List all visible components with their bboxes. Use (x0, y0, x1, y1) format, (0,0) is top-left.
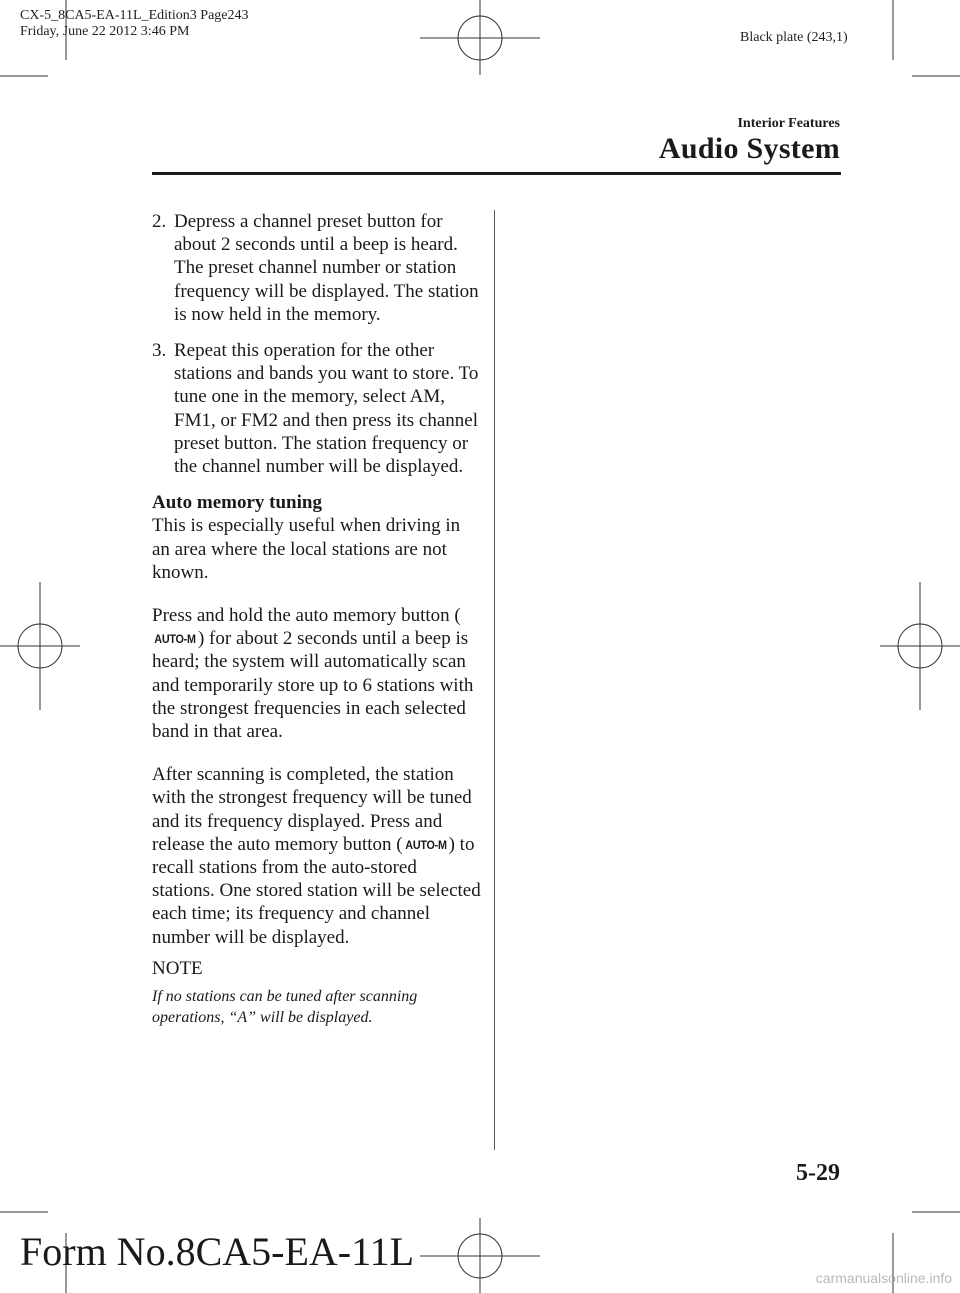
paragraph-text: ) for about 2 seconds until a beep is heard; the system will automatically scan and temporarily store up to 6 stations with the strongest frequencies in each selected band in that area. (152, 628, 474, 743)
paragraph (152, 763, 482, 949)
note-text: If no stations can be tuned after scanning operations, “A” will be displayed. (152, 988, 418, 1027)
plate-label: Black plate (243,1) (740, 30, 848, 45)
step-number: 3. (152, 340, 167, 362)
step-3 (152, 339, 482, 478)
title-rule (152, 172, 841, 175)
paragraph-text: After scanning is completed, the station with the strongest frequency will be tuned and its frequency displayed. Press and release the auto memory button ( (152, 764, 472, 855)
step-number: 2. (152, 211, 167, 232)
registration-mark-right (880, 582, 960, 710)
auto-m-button-icon: AUTO-M (154, 632, 196, 647)
page-title: Audio System (658, 132, 840, 165)
auto-m-button-icon: AUTO-M (404, 837, 447, 852)
watermark: carmanualsonline.info (815, 1270, 952, 1286)
paragraph-text: ) to recall stations from the auto-stored stations. One stored station will be selected each time; its frequency and channel number will be displayed. (152, 833, 481, 948)
registration-mark-bottom (420, 1218, 540, 1293)
main-column (152, 210, 482, 1028)
step-text: Repeat this operation for the other stations and bands you want to store. To tune one in the memory, select AM, FM1, or FM2 and then press its channel preset button. The station frequency or the channel number will be displayed. (174, 340, 479, 478)
form-number: Form No.8CA5-EA-11L (20, 1229, 415, 1274)
note-label: NOTE (152, 957, 203, 979)
paragraph: This is especially useful when driving in an area where the local stations are not known. (152, 515, 461, 583)
paragraph (152, 604, 482, 743)
job-line-2: Friday, June 22 2012 3:46 PM (20, 24, 190, 39)
step-2 (152, 210, 482, 326)
page-number: 5-29 (796, 1160, 840, 1186)
print-job-info (20, 8, 249, 40)
job-line-1: CX-5_8CA5-EA-11L_Edition3 Page243 (20, 8, 249, 23)
section-label: Interior Features (737, 116, 840, 131)
column-divider (494, 210, 495, 1150)
registration-mark-left (0, 582, 80, 710)
paragraph-text: Press and hold the auto memory button ( (152, 605, 461, 627)
step-text: Depress a channel preset button for about 2 seconds until a beep is heard. The preset channel number or station frequency will be displayed. The station is now held in the memory. (174, 211, 479, 325)
registration-mark-top (420, 0, 540, 75)
subheading: Auto memory tuning (152, 492, 322, 514)
